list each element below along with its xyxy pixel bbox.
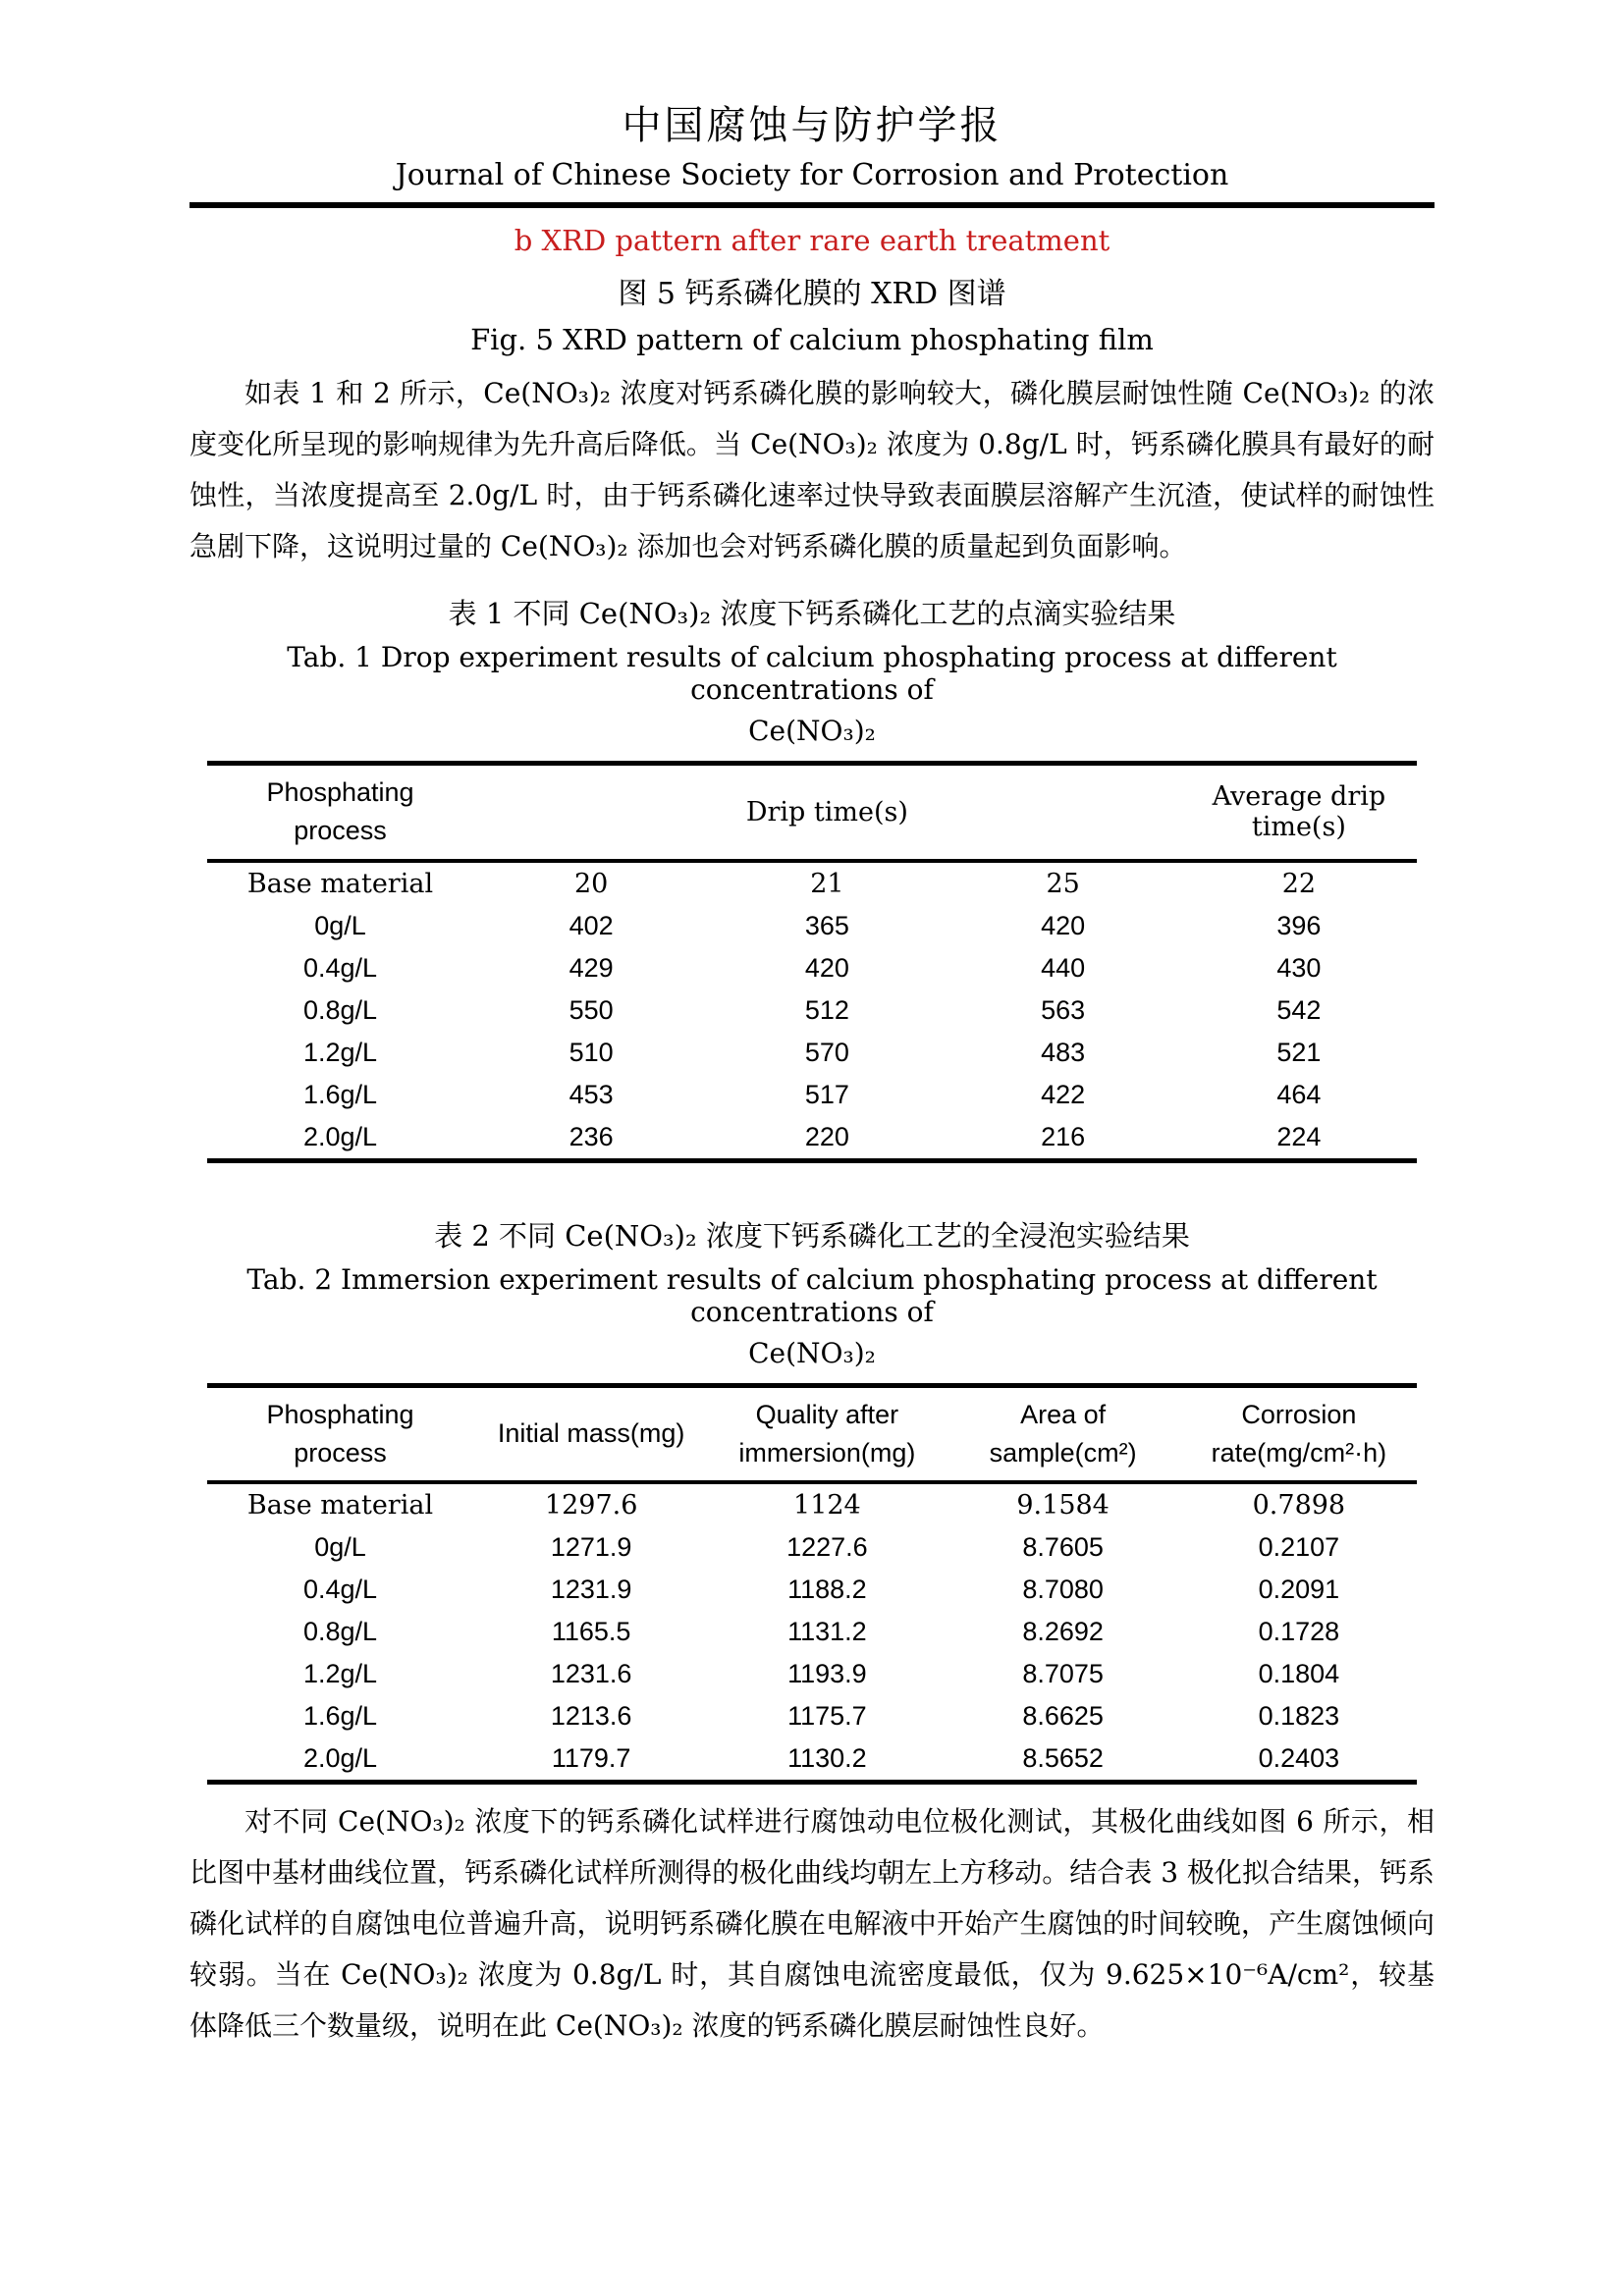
paragraph-polarization-discussion: 对不同 Ce(NO₃)₂ 浓度下的钙系磷化试样进行腐蚀动电位极化测试，其极化曲线如图 6 所示，相比图中基材曲线位置，钙系磷化试样所测得的极化曲线均朝左上方移动。结合表 3 极化拟合结果，钙系磷化试样的自腐蚀电位普遍升高，说明钙系磷化膜在电解液中开始产生腐蚀的时间较晚，产生腐蚀倾向较弱。当在 Ce(NO₃)₂ 浓度为 0.8g/L 时，其自腐蚀电流密度最低，仅为 9.625×10⁻⁶A/cm²，较基体降低三个数量级，说明在此 Ce(NO₃)₂ 浓度的钙系磷化膜层耐蚀性良好。 — [189, 1804, 1435, 2043]
table-row — [207, 989, 1417, 1032]
table-cell: 8.2692 — [1022, 1616, 1104, 1646]
column-header-line: Corrosion — [1241, 1399, 1357, 1429]
table-cell: 8.7605 — [1022, 1531, 1104, 1562]
column-header-line: Quality after — [755, 1399, 899, 1429]
table-cell: 1227.6 — [786, 1531, 868, 1562]
table-cell: 0.2403 — [1258, 1742, 1340, 1773]
table-cell: 2.0g/L — [302, 1742, 378, 1773]
figure-caption-chinese: 图 5 钙系磷化膜的 XRD 图谱 — [618, 277, 1006, 311]
table-row — [207, 947, 1417, 989]
column-header-phosphating-process — [207, 764, 473, 861]
column-header-average-drip-time: Average drip time(s) — [1181, 764, 1417, 861]
table-cell: 542 — [1276, 994, 1322, 1025]
table-cell: 8.7075 — [1022, 1658, 1104, 1688]
table-cell: 1231.9 — [550, 1574, 632, 1604]
table-cell: 216 — [1041, 1121, 1086, 1151]
table1-caption-english-line1: Tab. 1 Drop experiment results of calcium phosphating process at different concentrations of — [287, 641, 1337, 707]
table-row — [207, 1116, 1417, 1161]
table-cell: 510 — [568, 1037, 614, 1067]
table-cell: Base material — [246, 1489, 434, 1521]
table2-caption-english-line2: Ce(NO₃)₂ — [748, 1336, 876, 1369]
table-cell: 429 — [568, 952, 614, 983]
journal-title-chinese: 中国腐蚀与防护学报 — [622, 103, 1002, 148]
table-cell: 1.6g/L — [302, 1700, 378, 1731]
header-rule — [189, 202, 1435, 208]
table-row — [207, 1482, 1417, 1526]
table1-drop-experiment — [207, 761, 1417, 1162]
table-cell: 1231.6 — [550, 1658, 632, 1688]
table-cell: 396 — [1276, 910, 1322, 940]
table1-caption-english-line2: Ce(NO₃)₂ — [748, 715, 876, 748]
table-cell: 0.2107 — [1258, 1531, 1340, 1562]
table-row — [207, 1074, 1417, 1116]
table-cell: 22 — [1281, 868, 1317, 899]
table-cell: 453 — [568, 1079, 614, 1109]
column-header-line: process — [294, 1437, 387, 1468]
column-header-line: Phosphating — [266, 777, 414, 808]
column-header-drip-time: Drip time(s) — [473, 764, 1181, 861]
column-header-line: Area of — [1020, 1399, 1107, 1429]
table-cell: 1.2g/L — [302, 1037, 378, 1067]
table-cell: 483 — [1041, 1037, 1086, 1067]
table-cell: 21 — [810, 868, 844, 899]
column-header-line: Initial mass(mg) — [497, 1418, 685, 1449]
table-cell: 0.7898 — [1252, 1489, 1346, 1521]
table-cell: 1271.9 — [550, 1531, 632, 1562]
table-cell: 1297.6 — [544, 1489, 638, 1521]
table-cell: 440 — [1041, 952, 1086, 983]
table-cell: 521 — [1276, 1037, 1322, 1067]
table-cell: 0.1728 — [1258, 1616, 1340, 1646]
table2-caption-english-line1: Tab. 2 Immersion experiment results of calcium phosphating process at different concentrations of — [246, 1262, 1378, 1328]
table-cell: 365 — [804, 910, 849, 940]
column-header-line: sample(cm²) — [989, 1437, 1137, 1468]
table-cell: 0.1823 — [1258, 1700, 1340, 1731]
table-cell: 8.7080 — [1022, 1574, 1104, 1604]
table-cell: 1.2g/L — [302, 1658, 378, 1688]
table-cell: 1213.6 — [550, 1700, 632, 1731]
table-cell: 0.8g/L — [302, 994, 378, 1025]
journal-title-english: Journal of Chinese Society for Corrosion and Protection — [395, 158, 1229, 192]
table-row — [207, 1032, 1417, 1074]
column-header-area-of-sample — [946, 1385, 1181, 1482]
column-header-line: rate(mg/cm²·h) — [1211, 1437, 1387, 1468]
table-cell: 0g/L — [314, 910, 366, 940]
table-cell: 9.1584 — [1016, 1489, 1110, 1521]
table-cell: 0.8g/L — [302, 1616, 378, 1646]
table-cell: 550 — [568, 994, 614, 1025]
table-cell: 25 — [1046, 868, 1080, 899]
table-cell: 430 — [1276, 952, 1322, 983]
table-cell: 570 — [804, 1037, 849, 1067]
table-cell: 420 — [1041, 910, 1086, 940]
table-cell: 0.2091 — [1258, 1574, 1340, 1604]
table-cell: 0.1804 — [1258, 1658, 1340, 1688]
table-cell: 8.6625 — [1022, 1700, 1104, 1731]
table-cell: 0.4g/L — [302, 952, 378, 983]
table-cell: 0.4g/L — [302, 1574, 378, 1604]
table-cell: 236 — [568, 1121, 614, 1151]
table-cell: 20 — [573, 868, 609, 899]
table-cell: 1165.5 — [551, 1616, 631, 1646]
table-cell: 1131.2 — [787, 1616, 867, 1646]
table-row — [207, 905, 1417, 947]
column-header-line: immersion(mg) — [738, 1437, 916, 1468]
page-content — [189, 0, 1435, 2052]
table-cell: 512 — [804, 994, 849, 1025]
column-header-line: process — [294, 816, 387, 846]
table-cell: 1179.7 — [551, 1742, 631, 1773]
column-header-corrosion-rate — [1181, 1385, 1417, 1482]
table-cell: 517 — [804, 1079, 849, 1109]
table-cell: 1175.7 — [787, 1700, 867, 1731]
table-cell: 422 — [1041, 1079, 1086, 1109]
table-cell: 2.0g/L — [302, 1121, 378, 1151]
table2-header-row — [207, 1385, 1417, 1482]
column-header-phosphating-process — [207, 1385, 473, 1482]
table-row — [207, 1569, 1417, 1611]
column-header-quality-after-immersion — [709, 1385, 945, 1482]
table2-body — [207, 1482, 1417, 1783]
table1-header-row — [207, 764, 1417, 861]
table-cell: 563 — [1041, 994, 1086, 1025]
table-cell: 1130.2 — [787, 1742, 867, 1773]
table-row — [207, 1695, 1417, 1737]
table-cell: 0g/L — [314, 1531, 366, 1562]
column-header-initial-mass — [473, 1385, 709, 1482]
table-cell: 402 — [568, 910, 614, 940]
table1-body — [207, 861, 1417, 1161]
table-row — [207, 1611, 1417, 1653]
table2-caption-chinese: 表 2 不同 Ce(NO₃)₂ 浓度下钙系磷化工艺的全浸泡实验结果 — [434, 1218, 1190, 1253]
table-row — [207, 1737, 1417, 1783]
table1-caption-chinese: 表 1 不同 Ce(NO₃)₂ 浓度下钙系磷化工艺的点滴实验结果 — [448, 597, 1176, 631]
column-header-line: Phosphating — [266, 1399, 414, 1429]
table-cell: 1.6g/L — [302, 1079, 378, 1109]
table-row — [207, 1526, 1417, 1569]
figure-caption-english: Fig. 5 XRD pattern of calcium phosphating film — [470, 323, 1154, 356]
table-cell: 224 — [1276, 1121, 1322, 1151]
table-cell: 1193.9 — [787, 1658, 867, 1688]
table-cell: 1124 — [793, 1489, 861, 1521]
figure-caption-red: b XRD pattern after rare earth treatment — [514, 224, 1110, 257]
table-row — [207, 861, 1417, 905]
paragraph-tables-discussion: 如表 1 和 2 所示，Ce(NO₃)₂ 浓度对钙系磷化膜的影响较大，磷化膜层耐蚀性随 Ce(NO₃)₂ 的浓度变化所呈现的影响规律为先升高后降低。当 Ce(NO₃)₂ 浓度为 0.8g/L 时，钙系磷化膜具有最好的耐蚀性，当浓度提高至 2.0g/L 时，由于钙系磷化速率过快导致表面膜层溶解产生沉渣，使试样的耐蚀性急剧下降，这说明过量的 Ce(NO₃)₂ 添加也会对钙系磷化膜的质量起到负面影响。 — [189, 377, 1435, 563]
table-cell: 420 — [804, 952, 849, 983]
table-cell: 220 — [804, 1121, 849, 1151]
table-cell: 8.5652 — [1022, 1742, 1104, 1773]
table-cell: Base material — [246, 868, 434, 899]
table2-immersion-experiment — [207, 1383, 1417, 1785]
table-row — [207, 1653, 1417, 1695]
table-cell: 464 — [1276, 1079, 1322, 1109]
table-cell: 1188.2 — [787, 1574, 867, 1604]
